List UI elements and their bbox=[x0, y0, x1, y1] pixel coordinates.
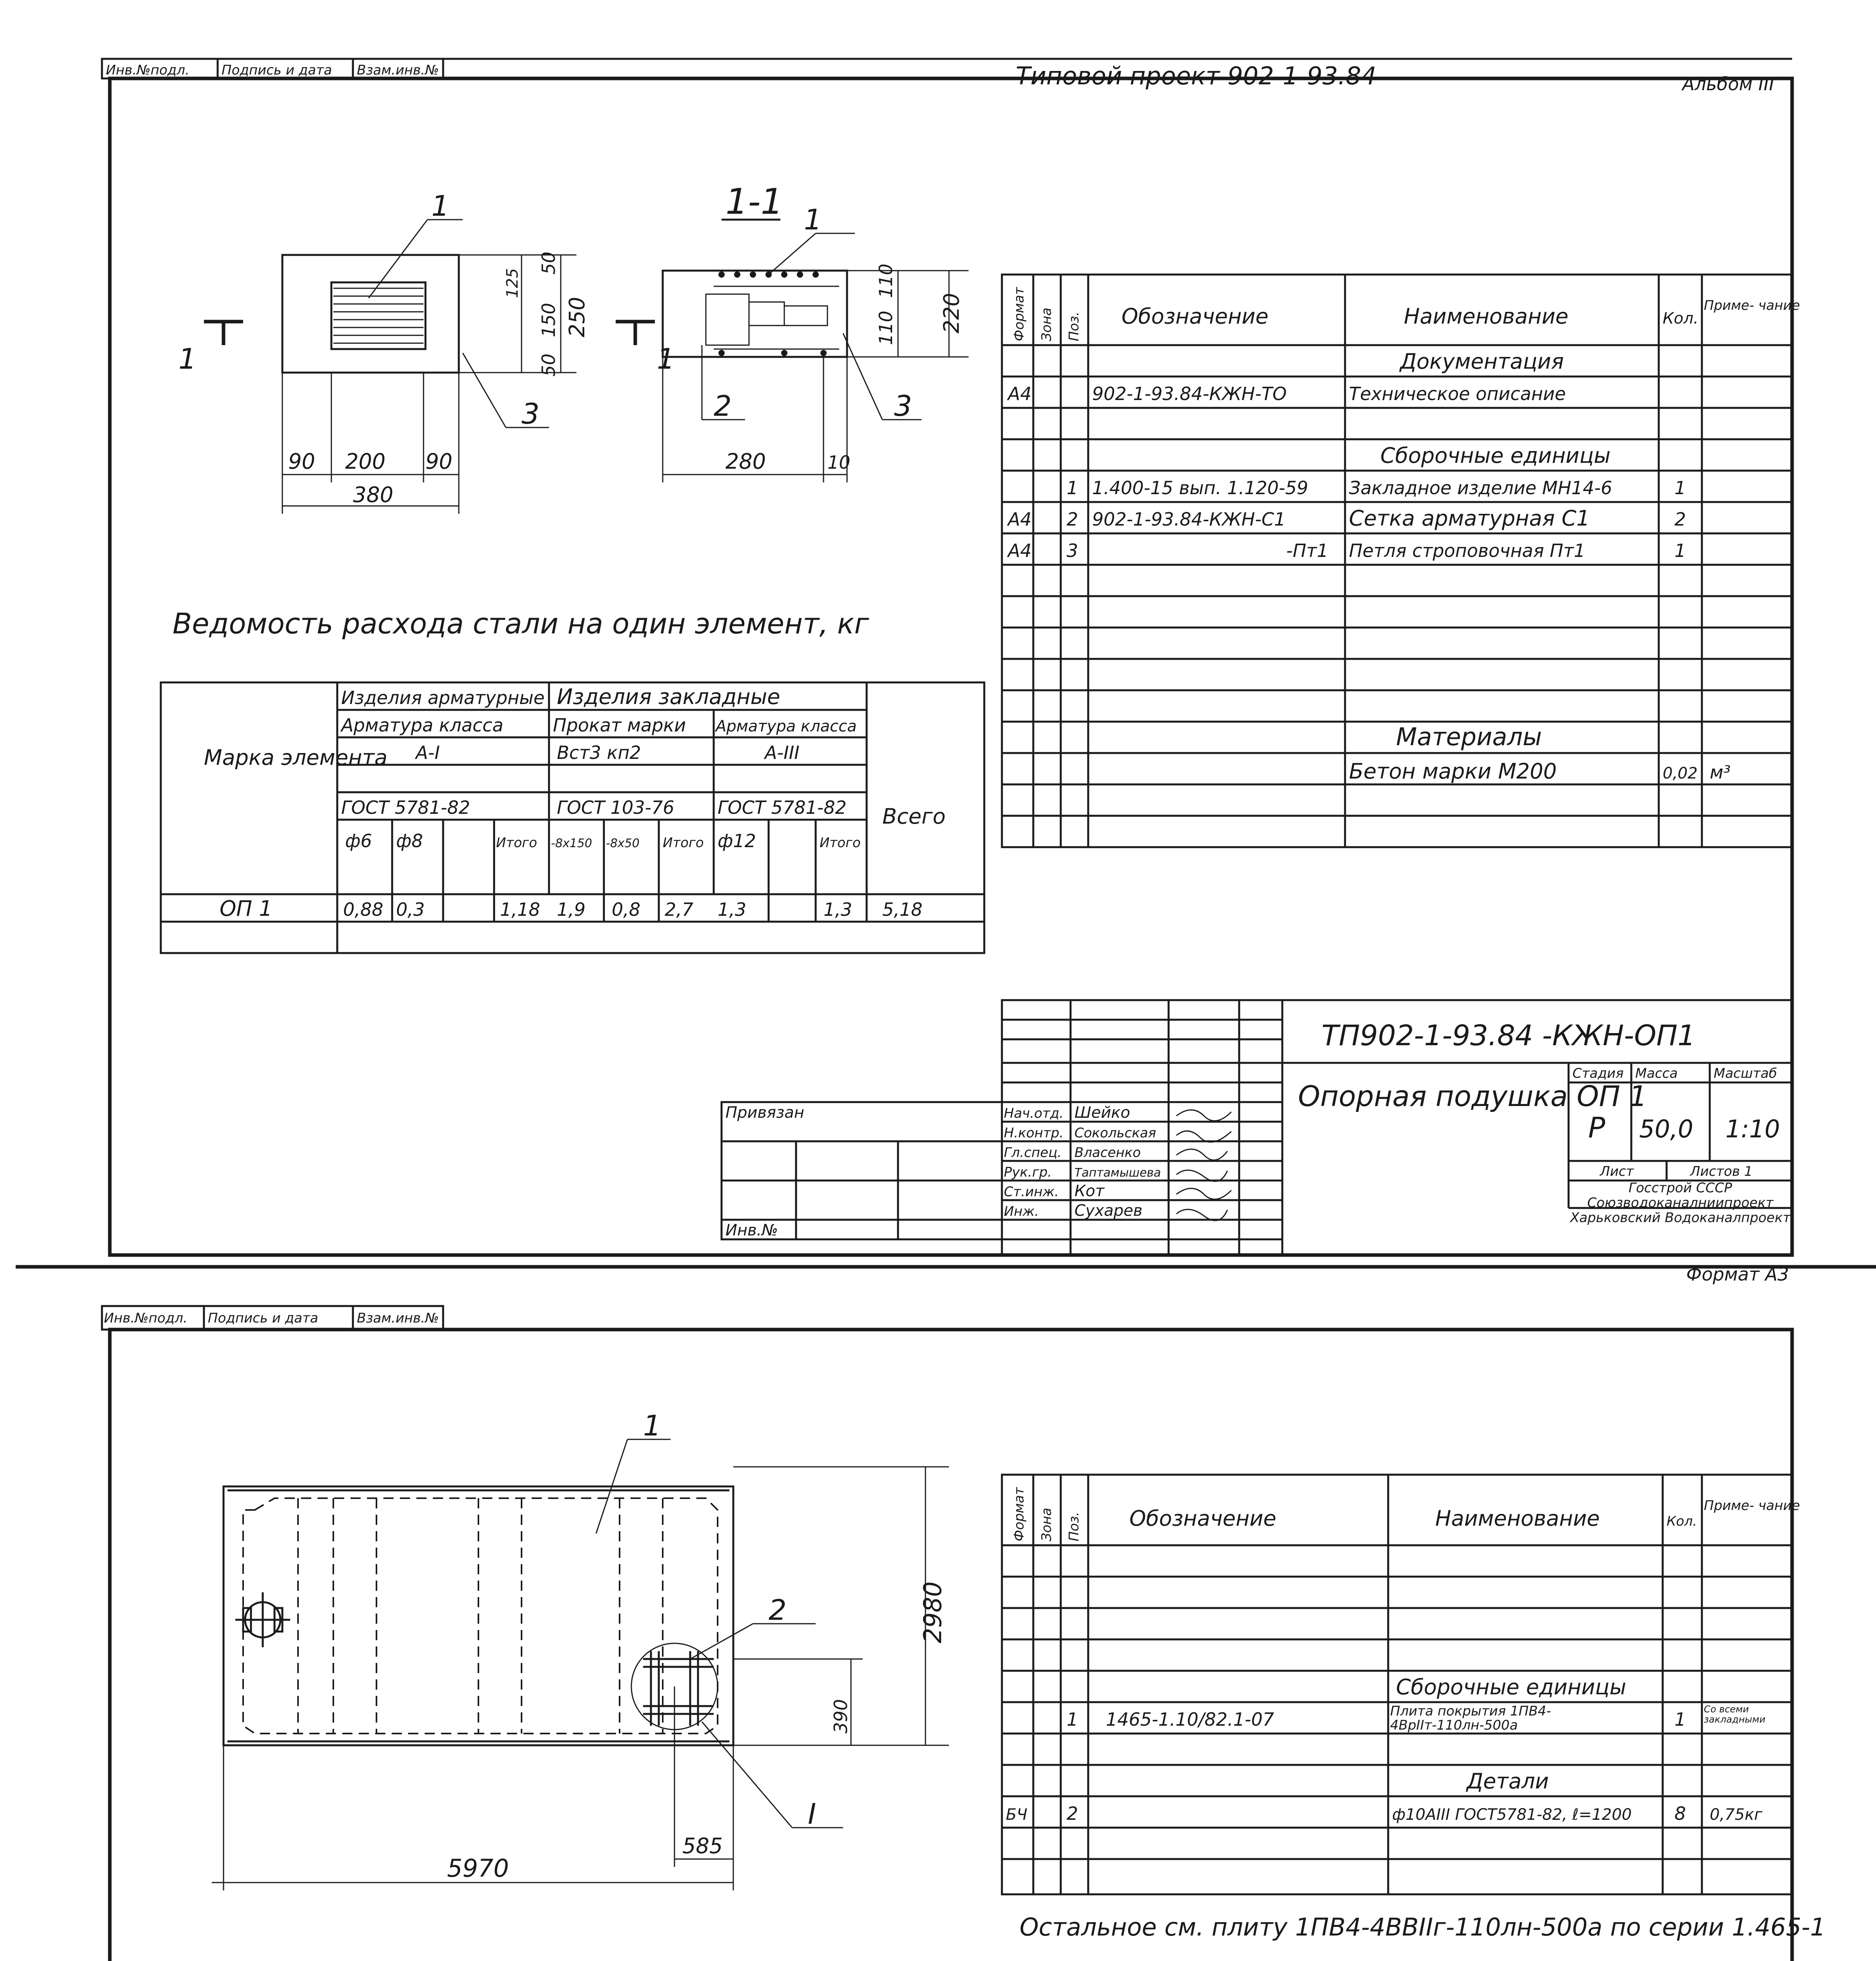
sheet-2 bbox=[52, 1306, 1857, 1961]
tb-org: Госстрой СССР Союзводоканалниипроект Харьковский Водоканалпроект bbox=[1570, 1181, 1791, 1226]
signer-role: Н.контр. bbox=[1004, 1125, 1064, 1141]
marker-I: I bbox=[808, 1797, 816, 1830]
cell: 1,3 bbox=[718, 899, 747, 920]
pad-plan-view bbox=[178, 189, 589, 514]
tb-sheet-header: Лист bbox=[1600, 1164, 1634, 1179]
spec-cell: Техническое описание bbox=[1349, 383, 1566, 404]
stamp-cell: Взам.инв.№ bbox=[357, 1310, 439, 1326]
spec-cell: Со всеми закладными bbox=[1704, 1704, 1765, 1725]
spec-cell: м³ bbox=[1710, 762, 1731, 783]
tb-inv: Инв.№ bbox=[725, 1221, 778, 1239]
signer-name: Шейко bbox=[1074, 1104, 1131, 1122]
specification-table-2 bbox=[1002, 1475, 1800, 1894]
spec-cell: А4 bbox=[1008, 383, 1032, 404]
sub-header: А-I bbox=[416, 742, 440, 763]
spec-h-note: Приме- чание bbox=[1704, 298, 1800, 313]
dim-text: 110 bbox=[875, 264, 896, 298]
spec-h-format: Формат bbox=[1011, 287, 1027, 341]
spec-cell: 1 bbox=[1674, 477, 1686, 498]
spec-cell: 2 bbox=[1674, 509, 1686, 530]
col-total: Всего bbox=[882, 804, 946, 829]
spec-cell: Бетон марки М200 bbox=[1349, 759, 1557, 784]
signer-name: Сухарев bbox=[1074, 1202, 1143, 1220]
spec-cell: Сетка арматурная С1 bbox=[1349, 506, 1590, 531]
spec-cell: А4 bbox=[1008, 509, 1032, 530]
dim-text: 280 bbox=[725, 449, 766, 474]
pad-section-view bbox=[616, 181, 969, 482]
spec-cell: 1 bbox=[1067, 1709, 1078, 1730]
group-header: Изделия закладные bbox=[557, 684, 780, 709]
specification-table-1 bbox=[1002, 275, 1800, 847]
cell: 1,3 bbox=[823, 899, 853, 920]
spec-h-note: Приме- чание bbox=[1704, 1498, 1800, 1513]
dim-text: 390 bbox=[830, 1699, 851, 1734]
marker-1: 1 bbox=[431, 189, 449, 222]
dim-text: 90 bbox=[288, 449, 315, 474]
dim-text: 125 bbox=[504, 268, 522, 298]
col-header: ф12 bbox=[718, 830, 756, 851]
spec-cell: 2 bbox=[1067, 1803, 1078, 1824]
col-header: Итого bbox=[663, 835, 704, 851]
marker-1: 1 bbox=[804, 203, 822, 236]
dim-text: 250 bbox=[565, 297, 589, 337]
sheet-1 bbox=[102, 59, 1800, 1285]
marker-3: 3 bbox=[894, 389, 912, 422]
spec-cell: 902-1-93.84-КЖН-ТО bbox=[1092, 383, 1287, 404]
plate-plan-view bbox=[212, 1409, 949, 1890]
spec-h-name: Наименование bbox=[1404, 304, 1569, 329]
signer-name: Власенко bbox=[1074, 1145, 1141, 1161]
steel-col-headers bbox=[345, 830, 861, 851]
signer-name: Кот bbox=[1074, 1182, 1105, 1200]
sub-header: А-III bbox=[765, 742, 800, 763]
row-mark: ОП 1 bbox=[220, 896, 273, 921]
spec-section: Сборочные единицы bbox=[1380, 443, 1611, 468]
tb-stage-header: Стадия bbox=[1572, 1066, 1624, 1081]
stamp-cell: Инв.№подл. bbox=[106, 62, 189, 78]
tb-scale-header: Масштаб bbox=[1714, 1066, 1777, 1081]
cell: 0,88 bbox=[343, 899, 384, 920]
signer-role: Инж. bbox=[1004, 1204, 1039, 1219]
dim-text: 380 bbox=[353, 482, 394, 507]
spec-section: Сборочные единицы bbox=[1396, 1675, 1627, 1699]
steel-data-row bbox=[220, 896, 922, 921]
signer-role: Ст.инж. bbox=[1004, 1184, 1059, 1200]
plate-note: Остальное см. плиту 1ПВ4-4ВВIIг-110лн-500а по серии 1.465-1 bbox=[1020, 1913, 1826, 1941]
marker-2: 2 bbox=[769, 1594, 787, 1626]
spec-cell: 0,75кг bbox=[1710, 1806, 1763, 1824]
marker-2: 2 bbox=[714, 389, 732, 422]
marker-1: 1 bbox=[643, 1409, 661, 1442]
album-label: Альбом III bbox=[1682, 73, 1774, 95]
spec-cell: 3 bbox=[1067, 540, 1078, 561]
sheet1-top-stamp bbox=[102, 59, 443, 78]
title-block-1 bbox=[722, 1000, 1792, 1255]
group-header: Изделия арматурные bbox=[341, 687, 545, 708]
col-header: ф8 bbox=[396, 830, 423, 851]
sub-header: ГОСТ 103-76 bbox=[557, 797, 674, 818]
spec-h-zone: Зона bbox=[1039, 1508, 1054, 1541]
col-mark: Марка элемента bbox=[204, 745, 388, 770]
cut-label-right: 1 bbox=[657, 342, 675, 375]
spec-h-pos: Поз. bbox=[1066, 311, 1082, 341]
spec-cell: БЧ bbox=[1006, 1806, 1027, 1824]
signer-role: Нач.отд. bbox=[1004, 1106, 1064, 1121]
dim-text: 110 bbox=[875, 311, 896, 345]
spec-h-name: Наименование bbox=[1435, 1506, 1600, 1531]
cell: 0,3 bbox=[396, 899, 425, 920]
stamp-cell: Инв.№подл. bbox=[104, 1310, 187, 1326]
section-label: 1-1 bbox=[725, 181, 783, 222]
sub-header: Арматура класса bbox=[341, 715, 504, 736]
signer-name: Таптамышева bbox=[1074, 1166, 1161, 1180]
spec-cell: ф10АIII ГОСТ5781-82, ℓ=1200 bbox=[1392, 1806, 1632, 1824]
spec-cell: Петля строповочная Пт1 bbox=[1349, 540, 1585, 561]
steel-table-title: Ведомость расхода стали на один элемент, кг bbox=[173, 607, 869, 640]
cell: 2,7 bbox=[665, 899, 694, 920]
signer-name: Сокольская bbox=[1074, 1125, 1156, 1141]
spec-h-pos: Поз. bbox=[1066, 1512, 1082, 1541]
spec-cell: 1 bbox=[1674, 540, 1686, 561]
tb-privyazan: Привязан bbox=[725, 1104, 805, 1122]
cell: 0,8 bbox=[612, 899, 641, 920]
sub-header: Вст3 кп2 bbox=[557, 742, 641, 763]
spec-cell: 8 bbox=[1674, 1803, 1686, 1824]
spec-cell: -Пт1 bbox=[1286, 540, 1329, 561]
spec-cell: Плита покрытия 1ПВ4-4ВрIIт-110лн-500а bbox=[1390, 1704, 1551, 1733]
sub-header: Прокат марки bbox=[553, 715, 686, 736]
col-header: Итого bbox=[820, 835, 861, 851]
dim-text: 585 bbox=[682, 1834, 723, 1858]
dim-text: 10 bbox=[827, 452, 851, 473]
tb-stage: Р bbox=[1588, 1111, 1605, 1144]
spec-cell: 1 bbox=[1674, 1709, 1686, 1730]
marker-3: 3 bbox=[522, 397, 540, 430]
cell: 1,9 bbox=[557, 899, 586, 920]
spec-section: Документация bbox=[1400, 349, 1564, 374]
tb-sheets-header: Листов 1 bbox=[1690, 1164, 1753, 1179]
stamp-cell: Подпись и дата bbox=[208, 1310, 318, 1326]
tb-mass: 50,0 bbox=[1639, 1115, 1694, 1143]
spec-cell: А4 bbox=[1008, 540, 1032, 561]
spec-h-designation: Обозначение bbox=[1122, 304, 1269, 329]
project-header: Типовой проект 902-1-93.84 bbox=[1016, 62, 1377, 90]
spec-cell: 2 bbox=[1067, 509, 1078, 530]
drawing-code: ТП902-1-93.84 -КЖН-ОП1 bbox=[1322, 1019, 1696, 1052]
signer-role: Рук.гр. bbox=[1004, 1164, 1052, 1180]
stamp-cell: Подпись и дата bbox=[222, 62, 332, 78]
spec-cell: 0,02 bbox=[1663, 764, 1698, 782]
cell: 1,18 bbox=[500, 899, 540, 920]
dim-text: 150 bbox=[538, 303, 559, 337]
dim-text: 2980 bbox=[918, 1581, 947, 1643]
col-header: Итого bbox=[496, 835, 537, 851]
signer-role: Гл.спец. bbox=[1004, 1145, 1062, 1161]
dim-text: 50 bbox=[538, 353, 559, 377]
dim-text: 50 bbox=[538, 251, 559, 275]
sub-header: ГОСТ 5781-82 bbox=[718, 797, 847, 818]
spec-h-format: Формат bbox=[1011, 1487, 1027, 1541]
spec-h-qty: Кол. bbox=[1667, 1513, 1697, 1529]
col-header: -8х150 bbox=[551, 837, 592, 850]
spec-cell: 1 bbox=[1067, 477, 1078, 498]
signatures bbox=[1176, 1110, 1231, 1221]
sheet2-top-stamp bbox=[102, 1306, 443, 1330]
tb-scale: 1:10 bbox=[1725, 1115, 1780, 1143]
steel-consumption-table bbox=[161, 682, 984, 953]
dim-text: 5970 bbox=[447, 1854, 509, 1883]
spec-section: Детали bbox=[1467, 1769, 1549, 1794]
dim-text: 220 bbox=[939, 293, 964, 333]
sheet2-frame bbox=[110, 1330, 1792, 1961]
spec-cell: 1465-1.10/82.1-07 bbox=[1106, 1709, 1274, 1730]
dim-text: 200 bbox=[345, 449, 386, 474]
spec-h-designation: Обозначение bbox=[1129, 1506, 1276, 1531]
spec-h-zone: Зона bbox=[1039, 307, 1054, 341]
cut-label-left: 1 bbox=[178, 342, 196, 375]
cell: 5,18 bbox=[882, 899, 923, 920]
spec-cell: Закладное изделие МН14-6 bbox=[1349, 477, 1612, 498]
spec-cell: 902-1-93.84-КЖН-С1 bbox=[1092, 509, 1286, 530]
tb-mass-header: Масса bbox=[1635, 1066, 1678, 1081]
dim-text: 90 bbox=[425, 449, 453, 474]
spec-cell: 1.400-15 вып. 1.120-59 bbox=[1092, 477, 1309, 498]
col-header: ф6 bbox=[345, 830, 372, 851]
sub-header: ГОСТ 5781-82 bbox=[341, 797, 470, 818]
stamp-cell: Взам.инв.№ bbox=[357, 62, 439, 78]
drawing-name: Опорная подушка ОП 1 bbox=[1298, 1080, 1647, 1113]
col-header: -8х50 bbox=[606, 837, 640, 850]
sub-header: Арматура класса bbox=[716, 717, 857, 735]
format-label: Формат А3 bbox=[1686, 1264, 1789, 1285]
spec-h-qty: Кол. bbox=[1663, 309, 1699, 327]
spec-section: Материалы bbox=[1396, 722, 1542, 751]
